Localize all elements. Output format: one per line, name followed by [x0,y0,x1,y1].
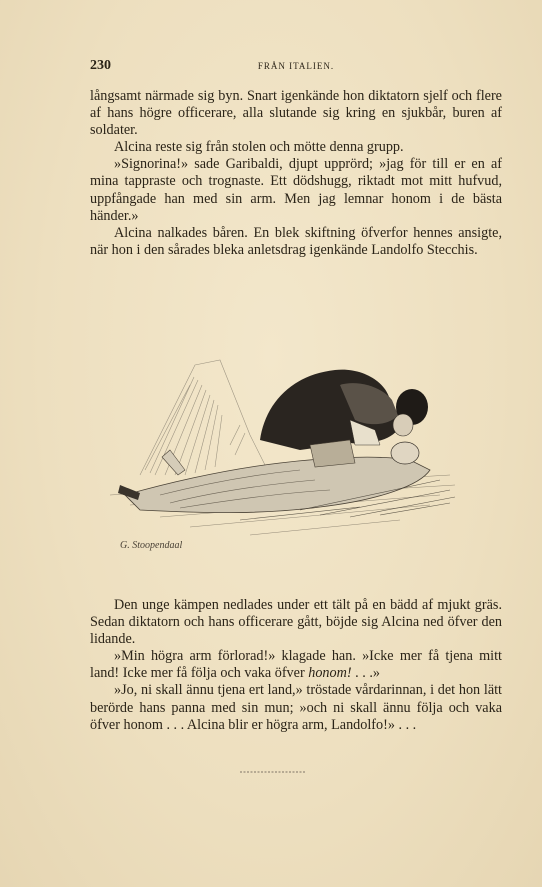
wounded-soldier [118,440,430,513]
paragraph: Alcina reste sig från stolen och mötte denna grupp. [114,139,404,156]
artist-signature: G. Stoopendaal [120,540,183,551]
paragraph: »Signorina!» sade Garibaldi, djupt upprörd; »jag för till er en af mina tappraste och trognaste. Ett dödshugg, riktadt mot mitt hufvud, uppfångade han med sin arm. Men jag lemnar honom i de bästa händer.» [90,156,502,224]
end-rule [240,771,305,773]
kneeling-woman [260,370,428,450]
page-header [90,58,502,78]
tent-background [140,360,270,475]
paragraph: »Min högra arm förlorad!» klagade han. »Icke mer få tjena mitt land! Icke mer få följa och vaka öfver honom! . . .» [90,648,502,682]
page-number: 230 [90,58,111,73]
paragraph: »Jo, ni skall ännu tjena ert land,» tröstade vårdarinnan, i det hon lätt berörde hans panna med sin mun; »och ni skall ännu följa och vaka öfver honom . . . Alcina blir er högra arm, Landolfo!» . . . [90,682,502,733]
body-text-bottom [90,597,502,734]
running-head: FRÅN ITALIEN. [257,61,335,71]
engraving-illustration [100,345,465,570]
paragraph: långsamt närmade sig byn. Snart igenkände hon diktatorn sjelf och flere af hans högre officerare, alla slutande sig kring en sjukbår, buren af soldater. [90,88,502,139]
paragraph: Den unge kämpen nedlades under ett tält på en bädd af mjukt gräs. Sedan diktatorn och hans officerare gått, böjde sig Alcina ned öfver den lidande. [90,597,502,648]
paragraph: Alcina nalkades båren. En blek skiftning öfverfor hennes ansigte, när hon i den sårades bleka anletsdrag igenkände Landolfo Stecchis. [90,224,502,258]
emphasized-word: honom! [308,665,352,682]
body-text-top [90,88,502,259]
